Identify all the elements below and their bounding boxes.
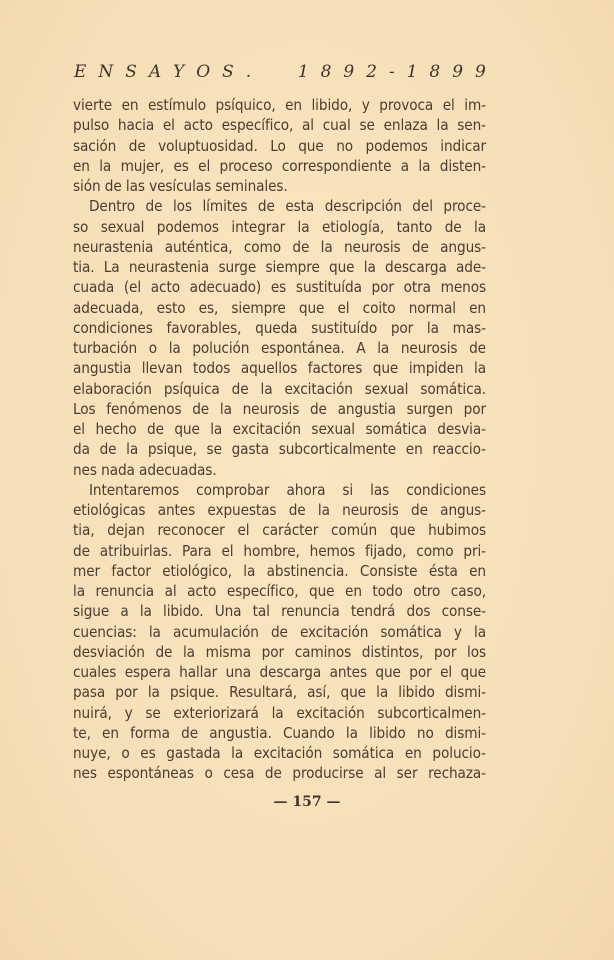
text-line: en la mujer, es el proceso correspondiente a la disten- xyxy=(73,156,486,175)
text-line: sión de las vesículas seminales. xyxy=(73,177,288,195)
text-line: vierte en estímulo psíquico, en libido, y provoca el im- xyxy=(73,96,486,114)
text-line: da de la psique, se gasta subcorticalmente en reaccio- xyxy=(73,440,486,459)
text-line: angustia llevan todos aquellos factores que impiden la xyxy=(73,359,486,378)
text-line: adecuada, esto es, siempre que el coito normal en xyxy=(73,298,486,317)
header-letter: O xyxy=(196,62,211,82)
header-letter: . xyxy=(245,62,252,82)
text-line: nuye, o es gastada la excitación somática en polucio- xyxy=(73,744,486,762)
text-line: el hecho de que la excitación sexual somática desvia- xyxy=(73,420,486,438)
header-letter xyxy=(280,62,285,82)
text-line: condiciones favorables, queda sustituído por la mas- xyxy=(73,318,486,337)
text-line: Los fenómenos de la neurosis de angustia surgen por xyxy=(73,399,486,418)
text-line: sigue a la libido. Una tal renuncia tendrá dos conse- xyxy=(73,602,486,621)
text-line: cuales espera hallar una descarga antes que por el que xyxy=(73,663,486,681)
header-letter: 8 xyxy=(429,62,441,82)
text-line: nes nada adecuadas. xyxy=(73,460,217,479)
header-letter: S xyxy=(125,62,137,82)
header-letter: 1 xyxy=(406,62,418,82)
text-line: te, en forma de angustia. Cuando la libido no dismi- xyxy=(73,723,486,742)
text-line: turbación o la polución espontánea. A la neurosis de xyxy=(73,339,486,357)
header-letter: - xyxy=(388,62,395,82)
running-header xyxy=(74,62,486,82)
header-letter: 1 xyxy=(297,62,309,82)
header-letter: 2 xyxy=(366,62,377,82)
text-line: desviación de la misma por caminos distintos, por los xyxy=(73,642,486,661)
text-line: de atribuirlas. Para el hombre, hemos fijado, como pri- xyxy=(73,541,486,560)
header-letter: 9 xyxy=(474,62,486,82)
text-line: pulso hacia el acto específico, al cual se enlaza la sen- xyxy=(73,116,486,135)
text-line: etiológicas antes expuestas de la neurosis de angus- xyxy=(73,501,486,519)
text-line: nes espontáneas o cesa de producirse al ser rechaza- xyxy=(73,764,486,783)
text-line: neurastenia auténtica, como de la neurosis de angus- xyxy=(73,237,486,256)
header-letter: 8 xyxy=(320,62,332,82)
text-line: sación de voluptuosidad. Lo que no podemos indicar xyxy=(73,136,486,155)
header-letter: N xyxy=(98,62,114,82)
text-line: nuirá, y se exteriorizará la excitación subcorticalmen- xyxy=(73,703,486,722)
text-line: elaboración psíquica de la excitación sexual somática. xyxy=(73,379,486,398)
header-letter: E xyxy=(74,62,87,82)
text-line: tia. La neurastenia surge siempre que la descarga ade- xyxy=(73,258,486,276)
text-line: so sexual podemos integrar la etiología, tanto de la xyxy=(73,217,486,236)
header-letter: A xyxy=(148,62,162,82)
text-line: pasa por la psique. Resultará, así, que la libido dismi- xyxy=(73,683,486,702)
page-number: — 157 — xyxy=(273,794,341,810)
text-line: la renuncia al acto específico, que en todo otro caso, xyxy=(73,582,486,600)
header-letter: S xyxy=(222,62,234,82)
text-line: tia, dejan reconocer el carácter común que hubimos xyxy=(73,521,486,540)
header-letter: 9 xyxy=(452,62,464,82)
text-line: cuencias: la acumulación de excitación somática y la xyxy=(73,622,486,641)
header-letter xyxy=(263,62,268,82)
text-line: mer factor etiológico, la abstinencia. Consiste ésta en xyxy=(73,561,486,580)
text-line: cuada (el acto adecuado) es sustituída por otra menos xyxy=(73,278,486,297)
header-letter: Y xyxy=(173,62,185,82)
body-text xyxy=(73,95,486,784)
header-letter: 9 xyxy=(343,62,355,82)
text-line: Intentaremos comprobar ahora si las condiciones xyxy=(89,480,486,499)
text-line: Dentro de los límites de esta descripción del proce- xyxy=(89,197,486,216)
